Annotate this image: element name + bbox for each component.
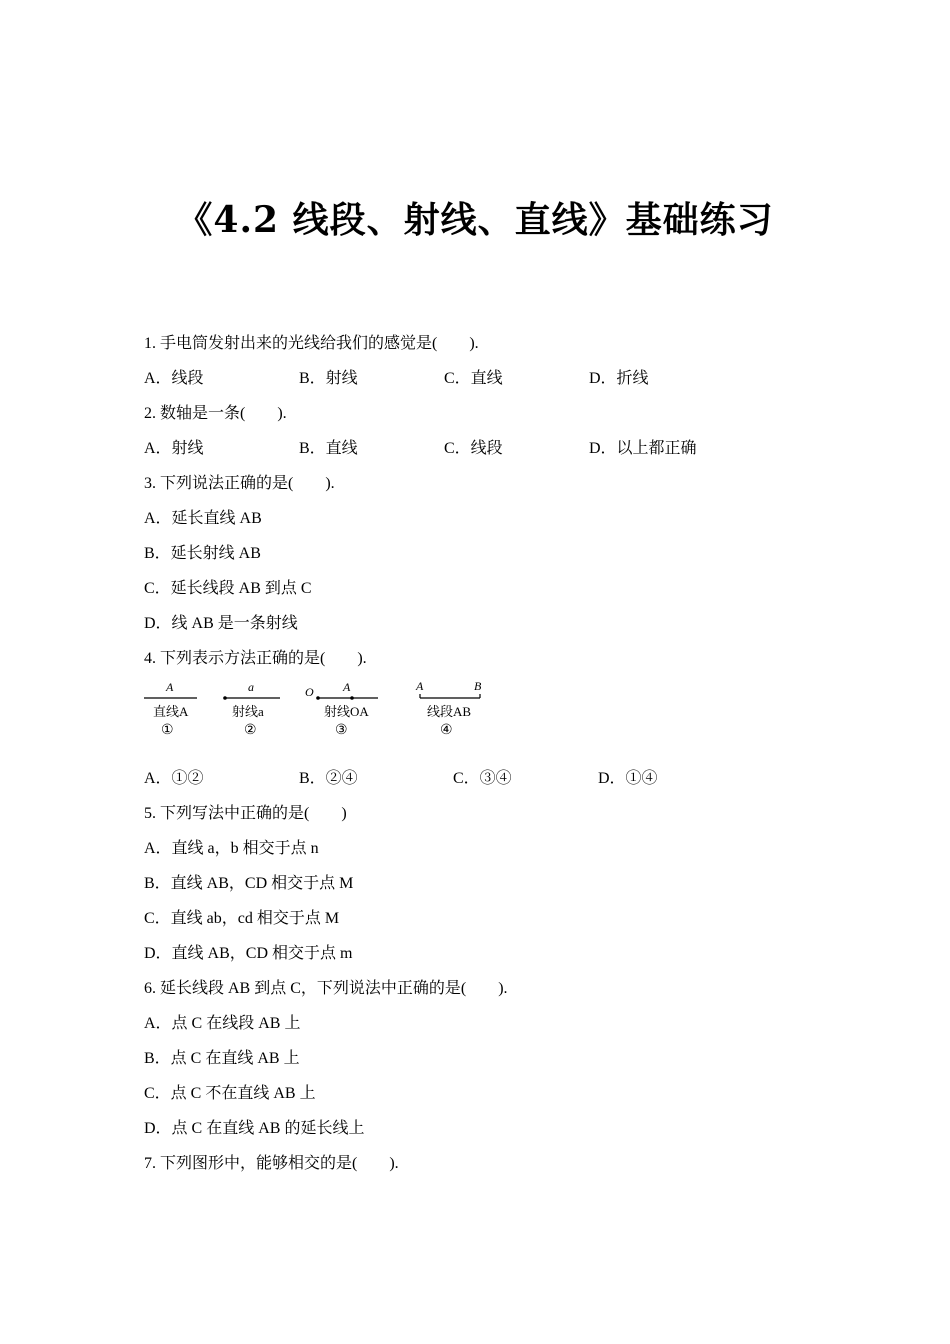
fig2-number: ② (244, 723, 257, 738)
fig1-caption: 直线A (153, 704, 189, 719)
question-6-stem: 6. 延长线段 AB 到点 C，下列说法中正确的是( ). (144, 980, 508, 997)
question-2-option-d: D．以上都正确 (589, 440, 697, 457)
fig3-point-label-o: O (305, 685, 314, 699)
question-1-option-a: A．线段 (144, 370, 204, 387)
question-4-option-a: A．①② (144, 770, 204, 787)
question-7-stem: 7. 下列图形中，能够相交的是( ). (144, 1155, 399, 1172)
question-4-stem: 4. 下列表示方法正确的是( ). (144, 650, 367, 667)
question-4-option-b: B．②④ (299, 770, 358, 787)
page-title: 《4.2 线段、射线、直线》基础练习 (176, 199, 774, 241)
fig3-caption: 射线OA (324, 704, 369, 719)
question-5-stem: 5. 下列写法中正确的是( ) (144, 805, 347, 822)
question-2-option-a: A．射线 (144, 440, 204, 457)
fig1-point-label: A (166, 680, 174, 694)
question-6-option-c: C．点 C 不在直线 AB 上 (144, 1085, 316, 1102)
fig4-point-label-a: A (416, 679, 424, 693)
question-5-option-c: C．直线 ab，cd 相交于点 M (144, 910, 340, 927)
question-3-option-b: B．延长射线 AB (144, 545, 261, 562)
question-2-stem: 2. 数轴是一条( ). (144, 405, 287, 422)
fig2-point-label: a (248, 680, 254, 694)
fig4-point-label-b: B (474, 679, 482, 693)
question-1-option-b: B．射线 (299, 370, 358, 387)
fig1-number: ① (161, 723, 174, 738)
fig3-number: ③ (335, 723, 348, 738)
question-1-option-c: C．直线 (444, 370, 503, 387)
question-3-option-d: D．线 AB 是一条射线 (144, 615, 298, 632)
question-2-option-c: C．线段 (444, 440, 503, 457)
question-6-option-d: D．点 C 在直线 AB 的延长线上 (144, 1120, 365, 1137)
question-5-option-b: B．直线 AB，CD 相交于点 M (144, 875, 354, 892)
question-1-stem: 1. 手电筒发射出来的光线给我们的感觉是( ). (144, 335, 479, 352)
question-2-option-b: B．直线 (299, 440, 358, 457)
question-5-option-a: A．直线 a，b 相交于点 n (144, 840, 319, 857)
question-3-stem: 3. 下列说法正确的是( ). (144, 475, 335, 492)
fig2-caption: 射线a (232, 704, 264, 719)
question-4-option-d: D．①④ (598, 770, 658, 787)
question-6-option-a: A．点 C 在线段 AB 上 (144, 1015, 301, 1032)
question-3-option-c: C．延长线段 AB 到点 C (144, 580, 312, 597)
question-6-option-b: B．点 C 在直线 AB 上 (144, 1050, 300, 1067)
question-4-option-c: C．③④ (453, 770, 512, 787)
question-5-option-d: D．直线 AB，CD 相交于点 m (144, 945, 353, 962)
fig3-point-label-a: A (343, 680, 351, 694)
question-4-figure (140, 678, 500, 744)
fig4-number: ④ (440, 723, 453, 738)
question-3-option-a: A．延长直线 AB (144, 510, 262, 527)
fig4-caption: 线段AB (427, 704, 472, 719)
question-1-option-d: D．折线 (589, 370, 649, 387)
